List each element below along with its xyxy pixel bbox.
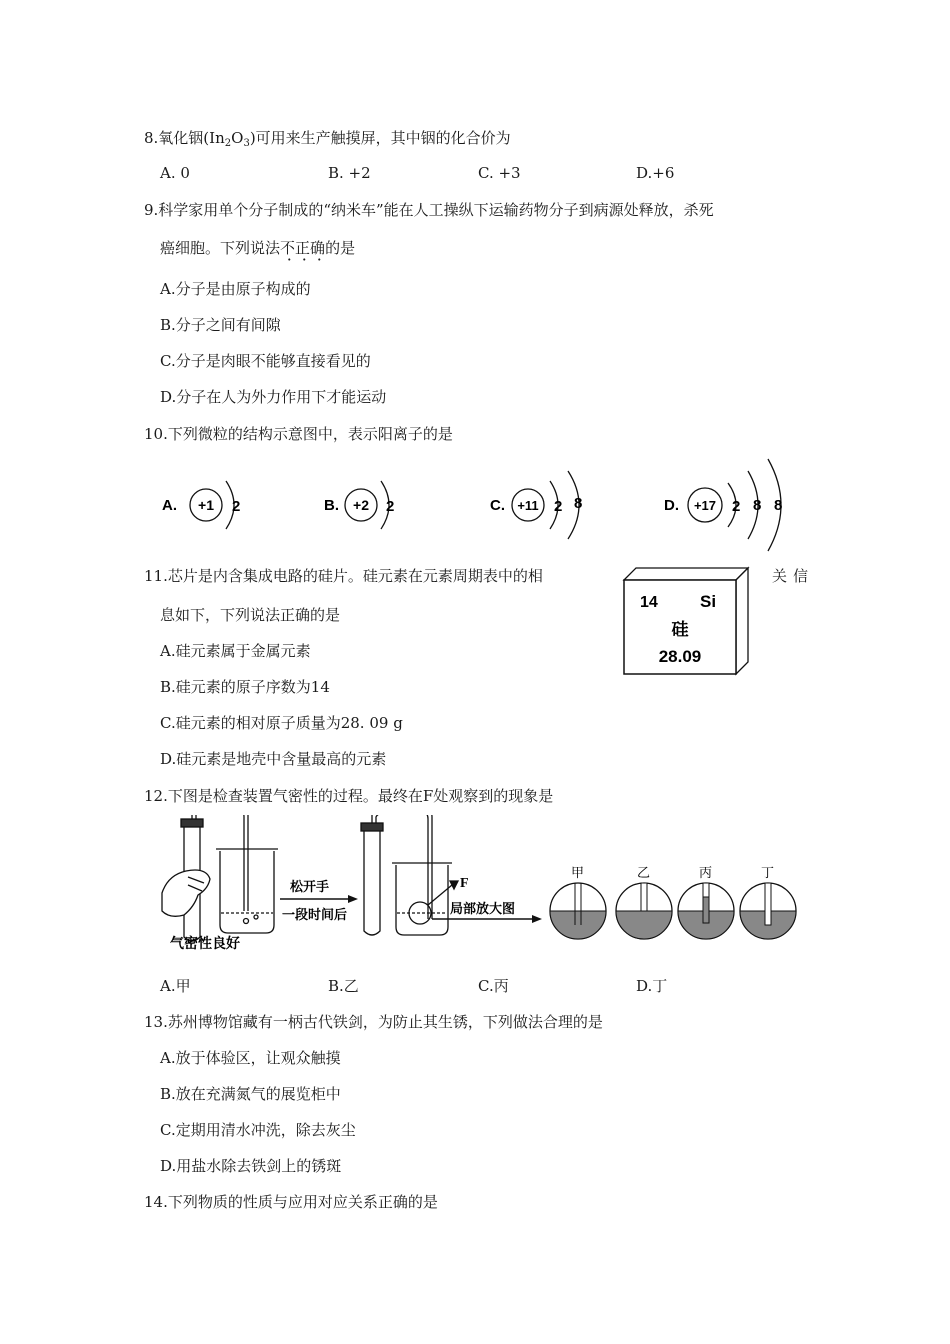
question-11-stem: 11.芯片是内含集成电路的硅片。硅元素在元素周期表中的相 [144, 567, 543, 585]
atom-diagram-d [664, 459, 782, 551]
q8-text: )可用来生产触摸屏，其中铟的化合价为 [249, 129, 511, 147]
question-12-stem: 12.下图是检查装置气密性的过程。最终在F处观察到的现象是 [144, 787, 554, 805]
q9-option-a: A.分子是由原子构成的 [160, 280, 311, 298]
q13-option-a: A.放于体验区，让观众触摸 [160, 1049, 341, 1067]
nucleus-charge: +17 [693, 498, 717, 513]
element-symbol: Si [700, 592, 717, 611]
shell-electrons: 8 [774, 497, 783, 514]
subscript: 3 [243, 138, 250, 149]
diagram-label: D. [664, 497, 679, 514]
diagram-label: B. [324, 497, 339, 514]
q9-text: 癌细胞。下列说法 [160, 239, 281, 257]
zoom-circle-ding [740, 883, 796, 939]
q8-option-b: B. +2 [328, 164, 371, 182]
zoom-circle-yi [616, 883, 672, 939]
q13-option-c: C.定期用清水冲洗，除去灰尘 [160, 1121, 356, 1139]
label-F: F [460, 876, 469, 891]
q9-option-c: C.分子是肉眼不能够直接看见的 [160, 352, 371, 370]
q11-option-a: A.硅元素属于金属元素 [160, 642, 311, 660]
zoom-circle-jia [550, 883, 606, 939]
question-11-stem-line2: 息如下，下列说法正确的是 [160, 606, 341, 624]
q9-option-b: B.分子之间有间隙 [160, 316, 281, 334]
atomic-number: 14 [640, 594, 658, 611]
shell-electrons: 2 [732, 498, 741, 515]
question-11-stem-tail: 关信 [772, 567, 815, 585]
airtightness-apparatus-figure [148, 815, 808, 963]
caption-release-hand: 松开手 [290, 879, 330, 894]
apparatus-released [361, 815, 458, 935]
question-14-stem: 14.下列物质的性质与应用对应关系正确的是 [144, 1193, 438, 1211]
atom-diagram-c [490, 471, 582, 539]
nucleus-charge: +11 [517, 498, 539, 513]
question-9-stem: 9.科学家用单个分子制成的“纳米车”能在人工操纵下运输药物分子到病源处释放，杀死 [144, 201, 714, 219]
shell-electrons: 8 [753, 497, 762, 514]
shell-electrons: 2 [232, 498, 241, 515]
q8-text: O [231, 129, 244, 147]
q11-option-c: C.硅元素的相对原子质量为28. 09 g [160, 714, 403, 732]
q11-option-d: D.硅元素是地壳中含量最高的元素 [160, 750, 387, 768]
shell-electrons: 8 [574, 495, 583, 512]
element-name: 硅 [671, 620, 689, 639]
shell-electrons: 2 [386, 498, 395, 515]
diagram-label: A. [162, 497, 177, 514]
q13-option-b: B.放在充满氮气的展览柜中 [160, 1085, 341, 1103]
q12-option-c: C.丙 [478, 977, 509, 995]
label-ding: 丁 [761, 865, 775, 880]
q11-option-b: B.硅元素的原子序数为14 [160, 678, 330, 696]
q13-option-d: D.用盐水除去铁剑上的锈斑 [160, 1157, 342, 1175]
nucleus-charge: +2 [353, 497, 369, 513]
q9-text: 的是 [325, 239, 356, 257]
caption-after-time: 一段时间后 [282, 907, 348, 922]
q8-option-c: C. +3 [478, 164, 521, 182]
apparatus-hand-held [162, 815, 278, 941]
caption-zoom: 局部放大图 [450, 901, 516, 916]
q8-text: 8.氧化铟(In [144, 129, 225, 147]
emphasis-char: 不 [280, 239, 296, 257]
caption-good-seal: 气密性良好 [170, 937, 240, 952]
question-10-stem: 10.下列微粒的结构示意图中，表示阳离子的是 [144, 425, 453, 443]
q8-option-a: A. 0 [160, 164, 190, 182]
emphasis-char: 确 [310, 239, 326, 257]
subscript: 2 [224, 138, 232, 149]
shell-electrons: 2 [554, 498, 563, 515]
diagram-label: C. [490, 497, 505, 514]
atom-diagram-b [324, 481, 394, 529]
zoom-circle-bing [678, 883, 734, 939]
q9-option-d: D.分子在人为外力作用下才能运动 [160, 388, 387, 406]
question-8-stem [144, 128, 511, 154]
q12-option-b: B.乙 [328, 977, 359, 995]
q12-option-d: D.丁 [636, 977, 668, 995]
label-jia: 甲 [571, 865, 585, 880]
atom-diagram-a [162, 481, 240, 529]
label-yi: 乙 [637, 865, 651, 880]
label-bing: 丙 [699, 865, 713, 880]
atomic-mass: 28.09 [658, 647, 702, 666]
question-9-stem-line2 [160, 238, 355, 258]
nucleus-charge: +1 [198, 497, 214, 513]
question-13-stem: 13.苏州博物馆藏有一柄古代铁剑，为防止其生锈，下列做法合理的是 [144, 1013, 603, 1031]
q12-option-a: A.甲 [160, 977, 191, 995]
q8-option-d: D.+6 [636, 164, 675, 182]
atom-structure-diagrams [150, 455, 800, 555]
emphasis-char: 正 [295, 239, 311, 257]
periodic-element-card [618, 562, 754, 680]
